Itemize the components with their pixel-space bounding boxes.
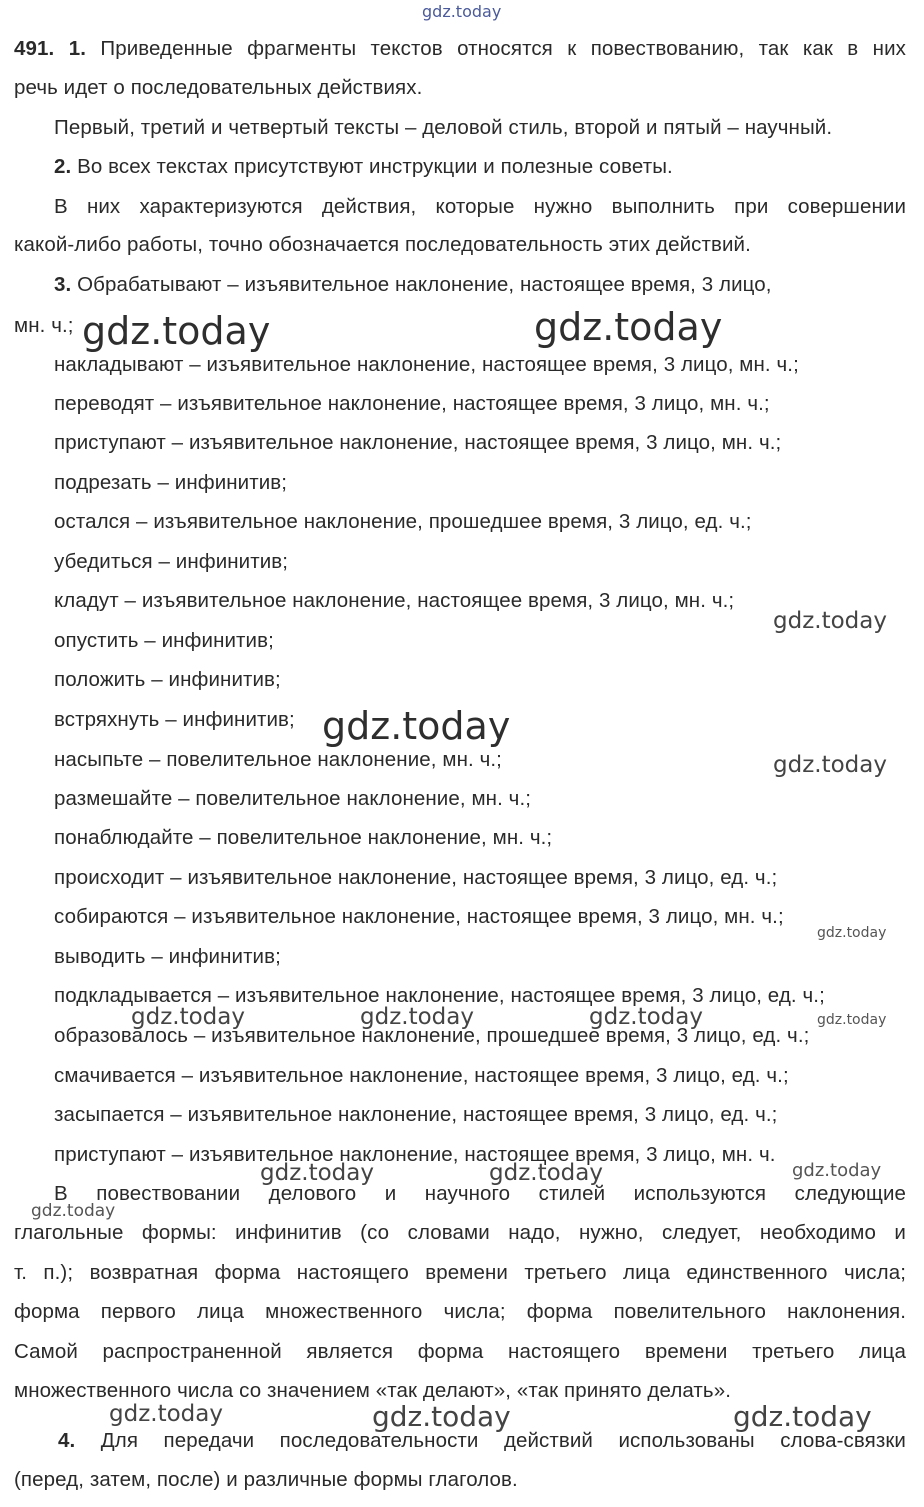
conclusion-line-1: В повествовании делового и научного стилей используются следующие	[54, 1182, 906, 1205]
verb-line: приступают – изъявительное наклонение, настоящее время, 3 лицо, мн. ч.	[54, 1143, 776, 1166]
verb-line: убедиться – инфинитив;	[54, 550, 289, 573]
verb-line: происходит – изъявительное наклонение, настоящее время, 3 лицо, ед. ч.;	[54, 866, 778, 889]
watermark: gdz.today	[792, 1160, 882, 1181]
item-number-2: 2.	[54, 155, 72, 178]
item-number-4: 4.	[58, 1429, 76, 1452]
exercise-number: 491.	[14, 37, 55, 60]
watermark: gdz.today	[372, 1400, 511, 1433]
watermark: gdz.today	[109, 1401, 223, 1427]
paragraph-3-text: Во всех текстах присутствуют инструкции и полезные советы.	[77, 155, 673, 178]
verb-line: образовалось – изъявительное наклонение, прошедшее время, 3 лицо, ед. ч.;	[54, 1024, 810, 1047]
conclusion-line-6: множественного числа со значением «так делают», «так принято делать».	[14, 1379, 731, 1402]
watermark: gdz.today	[733, 1400, 872, 1433]
watermark: gdz.today	[534, 305, 723, 349]
watermark: gdz.today	[360, 1004, 474, 1030]
conclusion-line-5: Самой распространенной является форма настоящего времени третьего лица	[14, 1340, 906, 1363]
verb-line: подрезать – инфинитив;	[54, 471, 288, 494]
paragraph-5-text: Обрабатывают – изъявительное наклонение, настоящее время, 3 лицо,	[77, 273, 772, 296]
paragraph-1-text: Приведенные фрагменты текстов относятся к повествованию, так как в них	[100, 37, 906, 60]
paragraph-1-line-2: речь идет о последовательных действиях.	[14, 76, 423, 99]
verb-line: остался – изъявительное наклонение, прошедшее время, 3 лицо, ед. ч.;	[54, 510, 752, 533]
verb-line: переводят – изъявительное наклонение, настоящее время, 3 лицо, мн. ч.;	[54, 392, 770, 415]
watermark: gdz.today	[31, 1201, 116, 1221]
verb-line: встряхнуть – инфинитив;	[54, 708, 295, 731]
paragraph-3	[54, 155, 673, 179]
watermark: gdz.today	[817, 1012, 887, 1028]
paragraph-5-line-1	[54, 273, 772, 297]
item-number-1: 1.	[68, 37, 86, 60]
verb-line: засыпается – изъявительное наклонение, настоящее время, 3 лицо, ед. ч.;	[54, 1103, 778, 1126]
verb-line: положить – инфинитив;	[54, 668, 281, 691]
paragraph-5-line-2: мн. ч.;	[14, 314, 74, 337]
verb-line: опустить – инфинитив;	[54, 629, 274, 652]
verb-line: понаблюдайте – повелительное наклонение, мн. ч.;	[54, 826, 553, 849]
verb-line: подкладывается – изъявительное наклонение, настоящее время, 3 лицо, ед. ч.;	[54, 984, 825, 1007]
paragraph-2: Первый, третий и четвертый тексты – деловой стиль, второй и пятый – научный.	[54, 116, 833, 139]
watermark: gdz.today	[82, 309, 271, 353]
verb-line: накладывают – изъявительное наклонение, настоящее время, 3 лицо, мн. ч.;	[54, 353, 799, 376]
watermark: gdz.today	[773, 608, 887, 634]
paragraph-1-line-1	[14, 37, 906, 61]
watermark: gdz.today	[489, 1160, 603, 1186]
verb-line: размешайте – повелительное наклонение, мн. ч.;	[54, 787, 532, 810]
conclusion-line-4: форма первого лица множественного числа; форма повелительного наклонения.	[14, 1300, 906, 1323]
verb-line: смачивается – изъявительное наклонение, настоящее время, 3 лицо, ед. ч.;	[54, 1064, 789, 1087]
watermark: gdz.today	[589, 1004, 703, 1030]
watermark: gdz.today	[260, 1160, 374, 1186]
final-line-2: (перед, затем, после) и различные формы глаголов.	[14, 1468, 518, 1491]
watermark: gdz.today	[131, 1004, 245, 1030]
verb-line: насыпьте – повелительное наклонение, мн. ч.;	[54, 748, 502, 771]
item-number-3: 3.	[54, 273, 72, 296]
paragraph-4-line-1: В них характеризуются действия, которые нужно выполнить при совершении	[54, 195, 906, 218]
verb-line: выводить – инфинитив;	[54, 945, 281, 968]
paragraph-4-line-2: какой-либо работы, точно обозначается последовательность этих действий.	[14, 233, 751, 256]
header-watermark: gdz.today	[422, 2, 502, 21]
verb-line: приступают – изъявительное наклонение, настоящее время, 3 лицо, мн. ч.;	[54, 431, 782, 454]
watermark: gdz.today	[817, 925, 887, 941]
watermark: gdz.today	[773, 752, 887, 778]
conclusion-line-2: глагольные формы: инфинитив (со словами надо, нужно, следует, необходимо и	[14, 1221, 906, 1244]
verb-line: собираются – изъявительное наклонение, настоящее время, 3 лицо, мн. ч.;	[54, 905, 784, 928]
conclusion-line-3: т. п.); возвратная форма настоящего времени третьего лица единственного числа;	[14, 1261, 906, 1284]
final-text: Для передачи последовательности действий использованы слова-связки	[100, 1429, 906, 1452]
verb-line: кладут – изъявительное наклонение, настоящее время, 3 лицо, мн. ч.;	[54, 589, 735, 612]
watermark: gdz.today	[322, 704, 511, 748]
